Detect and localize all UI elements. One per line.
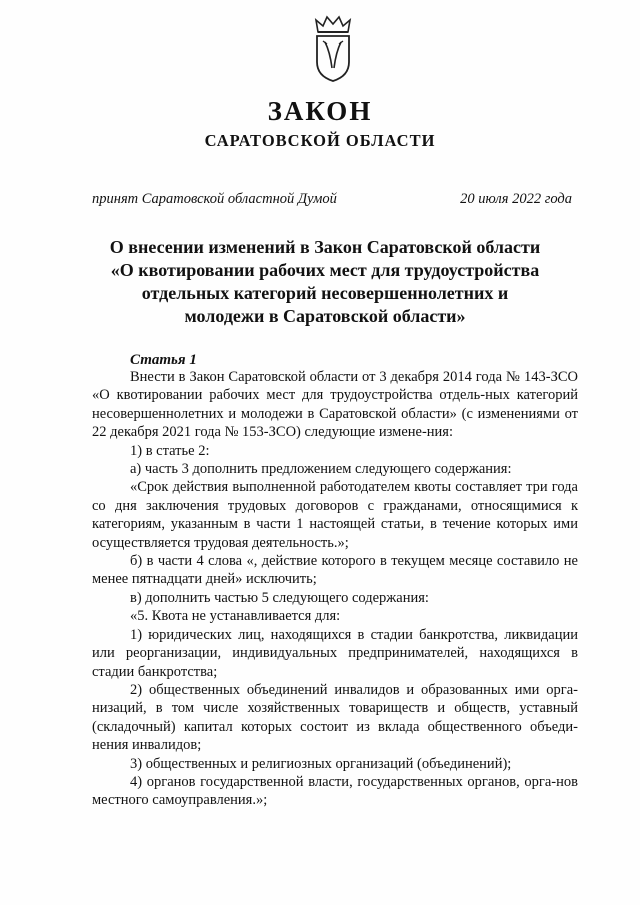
article-body [92,368,578,810]
heading-line: «О квотировании рабочих мест для трудоустройства [110,260,540,280]
heading-line: отдельных категорий несовершеннолетних и [141,283,509,303]
paragraph: 2) общественных объединений инвалидов и образованных ими орга-низаций, в том числе хозяйственных товариществ и обществ, уставный (складочный) капитал которых состоит из вклада общественного объеди-нения инвалидов; [92,681,578,754]
paragraph: а) часть 3 дополнить предложением следующего содержания: [130,461,512,478]
document-title: ЗАКОН [267,96,373,126]
heading-line: молодежи в Саратовской области» [184,306,466,326]
paragraph: б) в части 4 слова «, действие которого в текущем месяце составило не менее пятнадцати дней» исключить; [92,553,578,588]
saratov-coat-of-arms-icon [308,14,358,84]
law-heading [60,236,590,328]
paragraph: в) дополнить частью 5 следующего содержания: [130,589,429,606]
adoption-date: 20 июля 2022 года [460,191,572,207]
article-label: Статья 1 [130,352,197,368]
document-subtitle: САРАТОВСКОЙ ОБЛАСТИ [204,131,436,150]
paragraph: «5. Квота не устанавливается для: [130,608,341,625]
paragraph: 1) юридических лиц, находящихся в стадии банкротства, ликвидации или реорганизации, индивидуальных предпринимателей, находящихся в стадии банкротства; [92,626,578,680]
paragraph: 4) органов государственной власти, государственных органов, орга-нов местного самоуправления.»; [92,773,578,809]
adoption-note: принят Саратовской областной Думой [92,191,337,207]
paragraph: 3) общественных и религиозных организаций (объединений); [130,755,512,772]
paragraph: «Срок действия выполненной работодателем квоты составляет три года со дня заключения трудовых договоров с гражданами, относящимися к категориям, указанным в части 1 настоящей статьи, в течение которых ими осуществляется трудовая деятельность.»; [92,479,578,551]
paragraph: Внести в Закон Саратовской области от 3 декабря 2014 года № 143-ЗСО «О квотировании рабочих мест для трудоустройства отдель-ных категорий несовершеннолетних и молодежи в Саратовской области» (с изменениями от 22 декабря 2021 года № 153-ЗСО) следующие измене-ния: [92,369,578,441]
heading-line: О внесении изменений в Закон Саратовской области [109,237,541,257]
paragraph: 1) в статье 2: [130,442,210,459]
